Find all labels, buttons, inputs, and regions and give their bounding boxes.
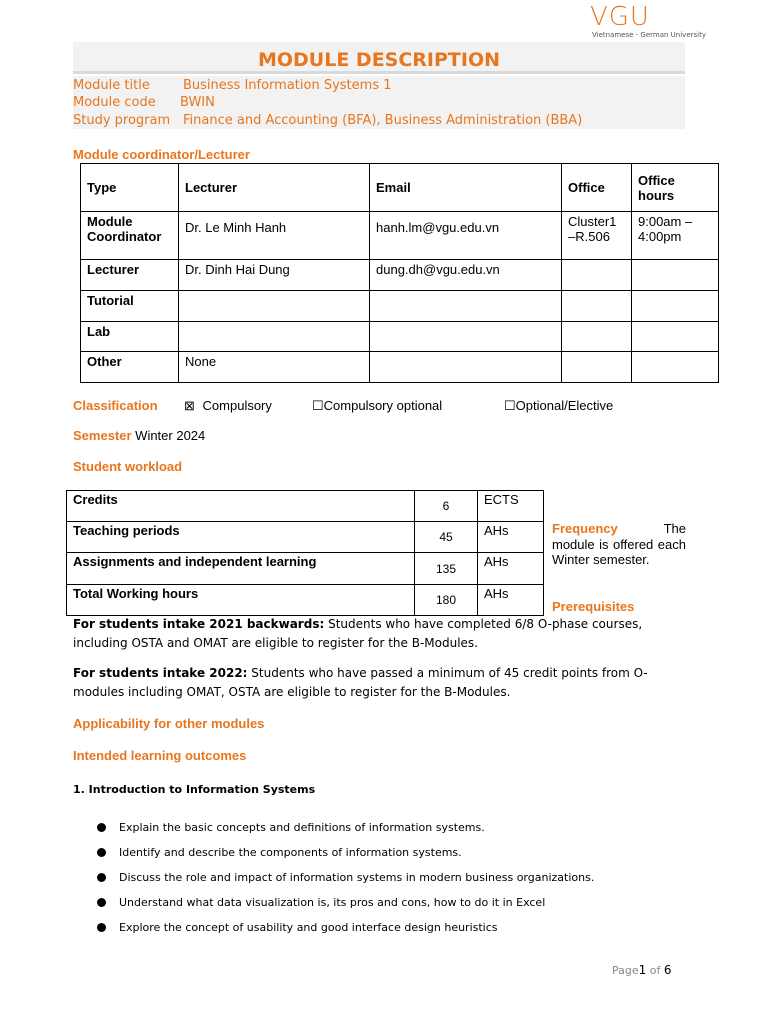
header-email: Email — [370, 164, 562, 212]
cell-office — [562, 291, 632, 322]
unchecked-box-icon: ☐ — [504, 398, 516, 413]
meta-value: Business Information Systems 1 — [183, 78, 392, 93]
workload-table — [66, 490, 544, 616]
intake-2021-text: Students who have completed 6/8 O-phase courses, including OSTA and OMAT are eligible to register for the B-Modules. — [73, 617, 643, 650]
cell-office — [562, 322, 632, 352]
page-footer — [612, 963, 672, 977]
bullet-text: Discuss the role and impact of information systems in modern business organizations. — [119, 871, 595, 884]
workload-value: 180 — [415, 585, 478, 616]
workload-value: 6 — [415, 491, 478, 522]
page-total: 6 — [663, 963, 672, 977]
list-item — [97, 921, 498, 934]
cell-lecturer: None — [179, 352, 370, 383]
workload-label: Credits — [67, 491, 415, 522]
workload-label: Teaching periods — [67, 522, 415, 553]
cell-lecturer: Dr. Dinh Hai Dung — [179, 260, 370, 291]
table-row — [81, 352, 719, 383]
cell-office: Cluster1 –R.506 — [562, 212, 632, 260]
workload-unit: AHs — [478, 585, 544, 616]
cell-email: dung.dh@vgu.edu.vn — [370, 260, 562, 291]
bullet-icon — [97, 923, 106, 932]
cell-office-hours — [632, 291, 719, 322]
bullet-icon — [97, 823, 106, 832]
cell-type: Tutorial — [81, 291, 179, 322]
workload-heading: Student workload — [73, 459, 183, 474]
prerequisites-label: Prerequisites — [552, 599, 635, 614]
cell-type: Lab — [81, 322, 179, 352]
semester-label: Semester — [73, 428, 132, 443]
meta-label: Study program — [73, 113, 171, 128]
classification-option-elective — [504, 398, 613, 414]
meta-row-title — [73, 78, 392, 93]
cell-type: Module Coordinator — [81, 212, 179, 260]
bullet-icon — [97, 898, 106, 907]
title-box — [73, 42, 685, 74]
table-row — [67, 553, 544, 585]
workload-value: 45 — [415, 522, 478, 553]
list-item — [97, 821, 485, 834]
header-office: Office — [562, 164, 632, 212]
list-item — [97, 871, 594, 884]
logo-subtitle: Vietnamese - German University — [592, 31, 706, 39]
classification-option-compulsory-optional — [312, 398, 442, 414]
meta-value: BWIN — [180, 95, 215, 110]
bullet-icon — [97, 848, 106, 857]
table-row — [81, 212, 719, 260]
semester-line — [73, 428, 205, 443]
table-row — [81, 291, 719, 322]
cell-office-hours: 9:00am – 4:00pm — [632, 212, 719, 260]
bullet-text: Understand what data visualization is, its pros and cons, how to do it in Excel — [119, 896, 546, 909]
of-word: of — [649, 964, 661, 977]
cell-type: Other — [81, 352, 179, 383]
list-item — [97, 846, 462, 859]
meta-value: Finance and Accounting (BFA), Business Administration (BBA) — [183, 113, 583, 128]
semester-value: Winter 2024 — [135, 428, 206, 443]
title-underline — [73, 71, 685, 74]
cell-email — [370, 291, 562, 322]
classification-label: Classification — [73, 398, 158, 413]
meta-row-code — [73, 95, 215, 110]
frequency-block — [552, 521, 686, 568]
intake-2021-label: For students intake 2021 backwards: — [73, 617, 325, 631]
cell-email — [370, 352, 562, 383]
unchecked-box-icon: ☐ — [312, 398, 324, 413]
table-row — [67, 491, 544, 522]
cell-office-hours — [632, 260, 719, 291]
frequency-label: Frequency — [552, 521, 618, 536]
workload-unit: AHs — [478, 522, 544, 553]
workload-unit: ECTS — [478, 491, 544, 522]
cell-email — [370, 322, 562, 352]
prerequisite-paragraph-2022 — [73, 664, 693, 702]
bullet-text: Explore the concept of usability and good interface design heuristics — [119, 921, 498, 934]
option-label: Optional/Elective — [515, 398, 614, 413]
page-current: 1 — [638, 963, 647, 977]
cell-lecturer: Dr. Le Minh Hanh — [179, 212, 370, 260]
page-word: Page — [612, 964, 639, 977]
table-row — [81, 260, 719, 291]
module-meta — [73, 76, 685, 129]
workload-value: 135 — [415, 553, 478, 585]
bullet-text: Explain the basic concepts and definitions of information systems. — [119, 821, 485, 834]
cell-office — [562, 352, 632, 383]
logo-word: VGU — [590, 2, 650, 32]
table-row — [67, 522, 544, 553]
cell-lecturer — [179, 291, 370, 322]
meta-label: Module code — [73, 95, 156, 110]
header-lecturer: Lecturer — [179, 164, 370, 212]
coordinator-heading: Module coordinator/Lecturer — [73, 147, 250, 162]
table-row — [67, 585, 544, 616]
lecturer-table — [80, 163, 719, 383]
prerequisite-paragraph-2021 — [73, 615, 693, 653]
table-header-row — [81, 164, 719, 212]
frequency-text: The module is offered each Winter semester. — [552, 521, 686, 567]
bullet-icon — [97, 873, 106, 882]
cell-type: Lecturer — [81, 260, 179, 291]
vgu-logo — [590, 2, 706, 40]
intake-2022-label: For students intake 2022: — [73, 666, 248, 680]
header-type: Type — [81, 164, 179, 212]
outcomes-subheading: 1. Introduction to Information Systems — [73, 783, 316, 796]
cell-lecturer — [179, 322, 370, 352]
workload-unit: AHs — [478, 553, 544, 585]
intake-2022-text: Students who have passed a minimum of 45 credit points from O-modules including OMAT, OSTA are eligible to register for the B-Modules. — [73, 666, 648, 699]
outcomes-heading: Intended learning outcomes — [73, 748, 247, 763]
list-item — [97, 896, 545, 909]
applicability-heading: Applicability for other modules — [73, 716, 265, 731]
workload-label: Total Working hours — [67, 585, 415, 616]
cell-office — [562, 260, 632, 291]
bullet-text: Identify and describe the components of information systems. — [119, 846, 462, 859]
meta-label: Module title — [73, 78, 150, 93]
option-label: Compulsory optional — [323, 398, 443, 413]
cell-office-hours — [632, 352, 719, 383]
option-label: Compulsory — [202, 398, 272, 413]
workload-label: Assignments and independent learning — [67, 553, 415, 585]
table-row — [81, 322, 719, 352]
page-title: MODULE DESCRIPTION — [257, 49, 501, 71]
cell-office-hours — [632, 322, 719, 352]
cell-email: hanh.lm@vgu.edu.vn — [370, 212, 562, 260]
header-office-hours: Office hours — [632, 164, 719, 212]
checked-box-icon: ⊠ — [184, 398, 195, 413]
classification-option-compulsory — [184, 398, 272, 414]
meta-row-program — [73, 113, 582, 128]
